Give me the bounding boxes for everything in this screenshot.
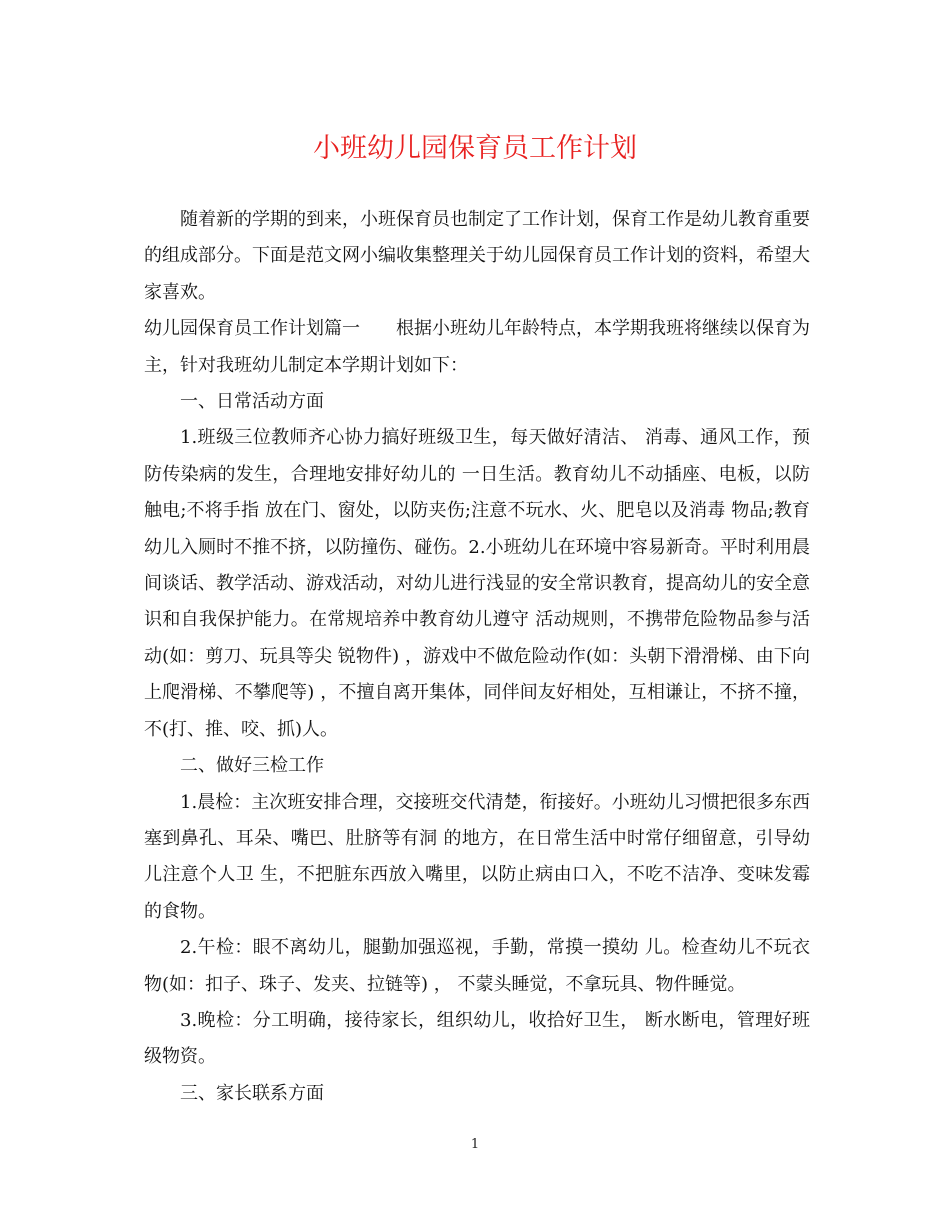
section-paragraph: 2.午检：眼不离幼儿，腿勤加强巡视，手勤，常摸一摸幼 儿。检查幼儿不玩衣物(如：扣子、珠子、发夹、拉链等) ， 不蒙头睡觉，不拿玩具、物件睡觉。 — [144, 937, 810, 995]
section-heading: 三、家长联系方面 — [180, 1082, 324, 1104]
plan-opening-paragraph: 幼儿园保育员工作计划篇一 根据小班幼儿年龄特点，本学期我班将继续以保育为主，针对我班幼儿制定本学期计划如下： — [144, 318, 810, 376]
document-title: 小班幼儿园保育员工作计划 — [313, 133, 637, 164]
page-number: 1 — [470, 1137, 480, 1152]
section-paragraph: 1.班级三位教师齐心协力搞好班级卫生，每天做好清洁、 消毒、通风工作，预防传染病的发生，合理地安排好幼儿的 一日生活。教育幼儿不动插座、电板，以防触电;不将手指 放在门、窗处，以防夹伤;注意不玩水、火、肥皂以及消毒 物品;教育幼儿入厕时不推不挤，以防撞伤、碰伤。2.小班幼儿在环境中容易新奇。平时利用晨间谈话、教学活动、游戏活动，对幼儿进行浅显的安全常识教育，提高幼儿的安全意识和自我保护能力。在常规培养中教育幼儿遵守 活动规则，不携带危险物品参与活动(如：剪刀、玩具等尖 锐物件) ，游戏中不做危险动作(如：头朝下滑滑梯、由下向上爬滑梯、不攀爬等) ，不擅自离开集体，同伴间友好相处，互相谦让，不挤不撞，不(打、推、咬、抓)人。 — [144, 427, 810, 740]
section-paragraph: 1.晨检：主次班安排合理，交接班交代清楚，衔接好。小班幼儿习惯把很多东西塞到鼻孔、耳朵、嘴巴、肚脐等有洞 的地方，在日常生活中时常仔细留意，引导幼儿注意个人卫 生，不把脏东西放入嘴里，以防止病由口入，不吃不洁净、变味发霉的食物。 — [144, 791, 810, 922]
section-paragraph: 3.晚检：分工明确，接待家长，组织幼儿，收拾好卫生， 断水断电，管理好班级物资。 — [144, 1009, 810, 1068]
intro-paragraph: 随着新的学期的到来，小班保育员也制定了工作计划，保育工作是幼儿教育重要的组成部分。下面是范文网小编收集整理关于幼儿园保育员工作计划的资料，希望大家喜欢。 — [144, 209, 810, 303]
section-heading: 一、日常活动方面 — [180, 391, 324, 413]
section-heading: 二、做好三检工作 — [180, 755, 324, 777]
document-body — [144, 202, 810, 1112]
